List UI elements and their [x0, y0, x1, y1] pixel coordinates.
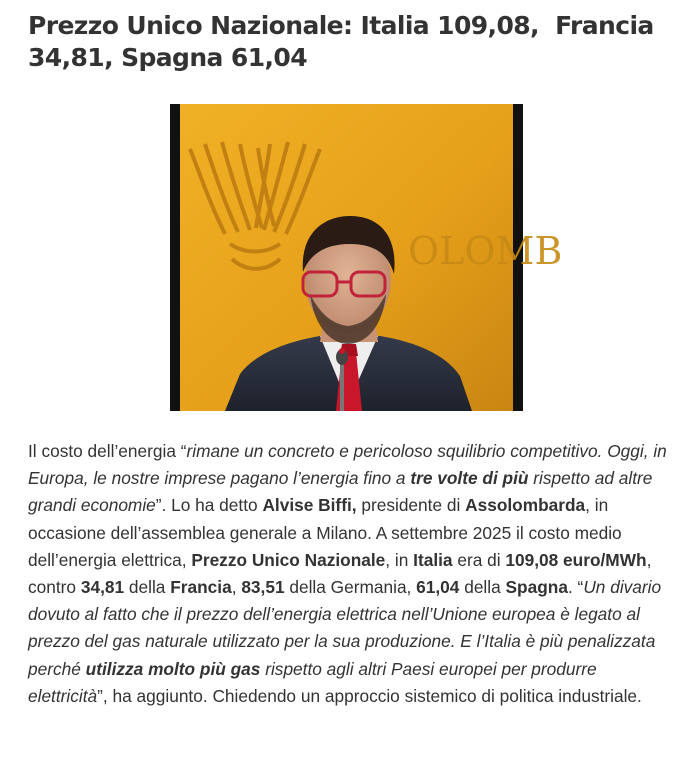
country-spagna: Spagna: [505, 577, 568, 598]
quote-text: rispetto agli altri Paesi europei per produrre elettricità: [28, 658, 597, 706]
text-segment: ,: [231, 577, 242, 598]
text-segment: della Germania,: [284, 577, 417, 598]
organization-name: Assolombarda: [465, 495, 586, 516]
text-segment: presidente di: [356, 495, 466, 516]
quote-text: rispetto ad altre grandi economie: [28, 468, 653, 516]
article-photo: [170, 104, 563, 411]
text-segment: della: [459, 577, 506, 598]
text-segment: , contro: [28, 549, 652, 598]
price-francia: 34,81: [80, 577, 125, 598]
price-italia: 109,08 euro/MWh: [505, 549, 647, 570]
article-title: Prezzo Unico Nazionale: Italia 109,08, Francia 34,81, Spagna 61,04: [28, 11, 662, 72]
country-italia: Italia: [413, 549, 453, 570]
country-francia: Francia: [170, 577, 232, 598]
text-segment: Il costo dell’energia “: [28, 441, 187, 461]
price-spagna: 61,04: [416, 577, 460, 598]
text-segment: . “: [567, 577, 584, 598]
person-name: Alvise Biffi,: [262, 495, 357, 516]
text-segment: era di: [452, 549, 506, 570]
text-segment: della: [124, 577, 171, 598]
emphasis-text: utilizza molto più gas: [85, 658, 261, 679]
text-segment: , in occasione dell’assemblea generale a Milano. A settembre 2025 il costo medio dell’energia elettrica,: [28, 495, 622, 570]
emphasis-text: tre volte di più: [410, 468, 529, 489]
speaker-photo: [170, 104, 563, 411]
term-pun: Prezzo Unico Nazionale: [191, 549, 386, 570]
text-segment: , in: [385, 549, 414, 570]
text-segment: ”, ha aggiunto. Chiedendo un approccio sistemico di politica industriale.: [97, 685, 642, 706]
backdrop-lettering: OLOMB: [408, 229, 563, 273]
quote-text: Un divario dovuto al fatto che il prezzo dell’energia elettrica nell’Unione europea è legato al prezzo del gas naturale utilizzato per la sua produzione. E l’Italia è più penalizzata perché: [28, 577, 662, 679]
quote-text: rimane un concreto e pericoloso squilibrio competitivo. Oggi, in Europa, le nostre imprese pagano l’energia fino a: [28, 441, 667, 489]
article-body: [28, 438, 668, 710]
price-germania: 83,51: [241, 577, 285, 598]
article: [28, 0, 668, 74]
text-segment: ”. Lo ha detto: [155, 495, 263, 516]
